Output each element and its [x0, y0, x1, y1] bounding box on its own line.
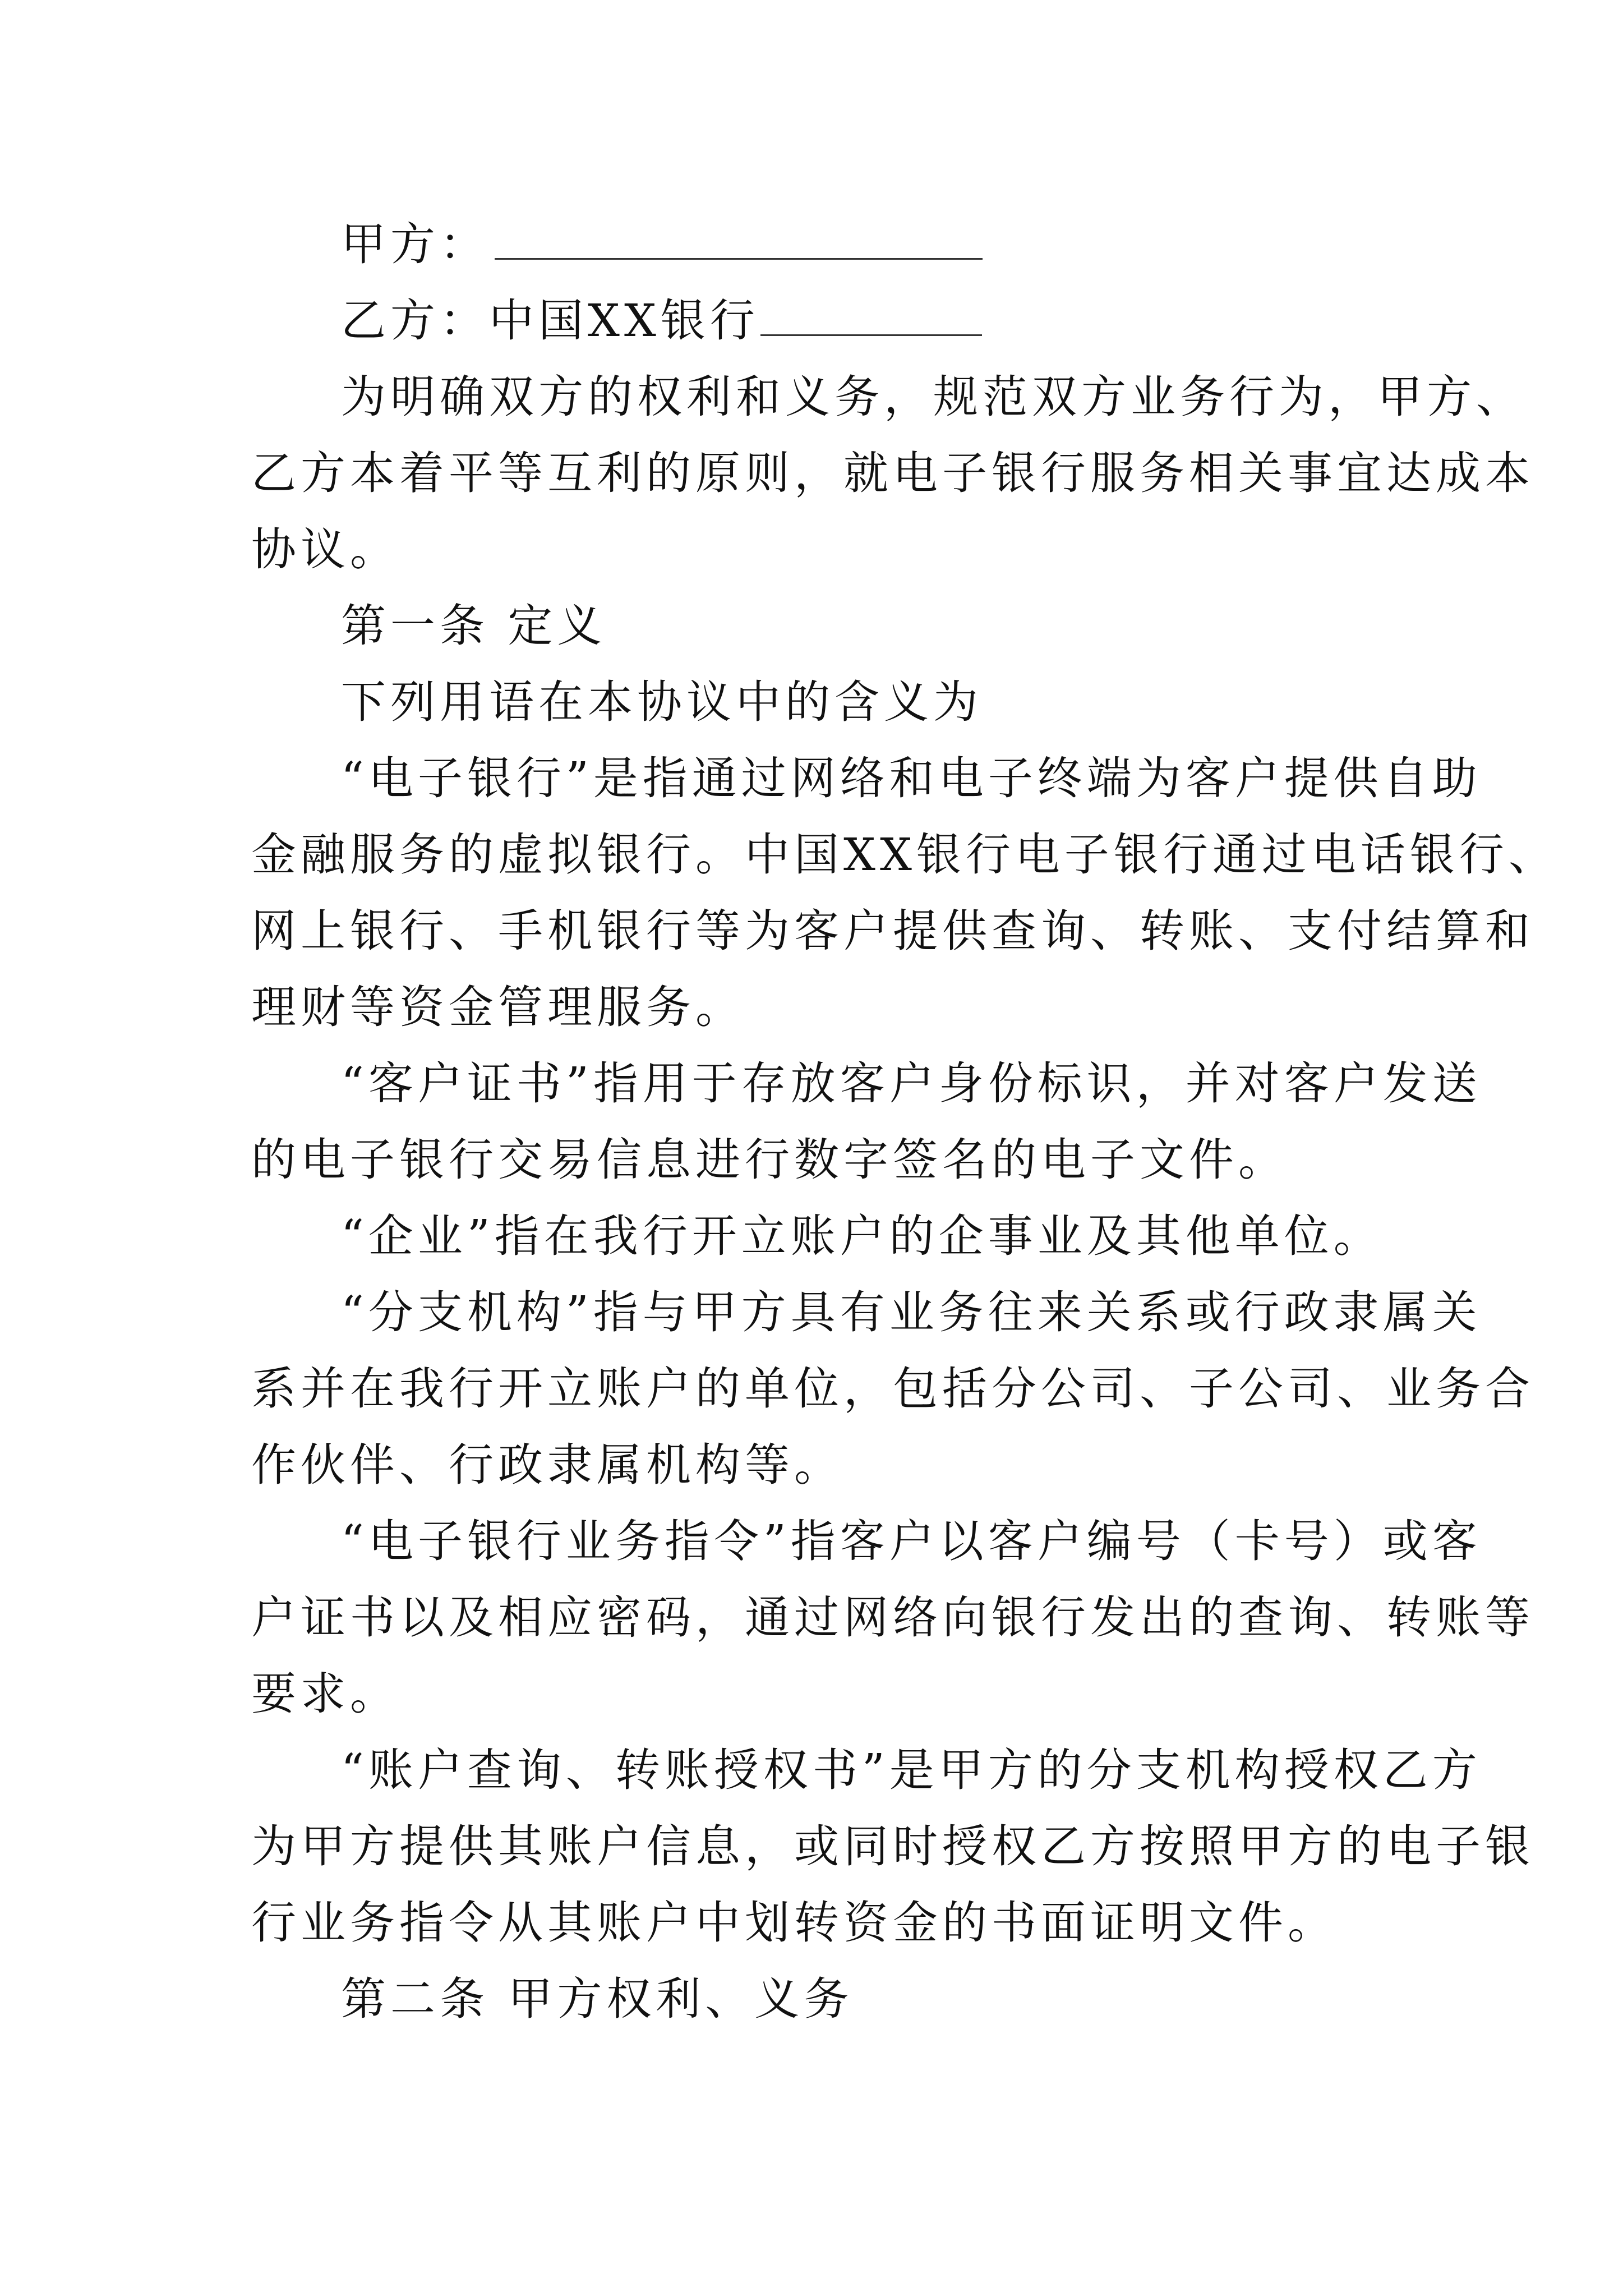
document-page — [251, 206, 1558, 2037]
text-line: “电子银行业务指令”指客户以客户编号（卡号）或客 — [341, 1515, 1482, 1567]
party-b-blank — [760, 295, 982, 336]
text-line: 金融服务的虚拟银行。中国XX银行电子银行通过电话银行、 — [251, 829, 1558, 881]
text-line: 网上银行、手机银行等为客户提供查询、转账、支付结算和 — [251, 905, 1534, 957]
definition-authorization — [251, 1732, 1534, 1961]
party-a-label: 甲方： — [341, 218, 489, 270]
text-line: 行业务指令从其账户中划转资金的书面证明文件。 — [251, 1897, 1337, 1949]
text-line: 乙方本着平等互利的原则，就电子银行服务相关事宜达成本 — [251, 447, 1534, 499]
party-b-label: 乙方：中国XX银行 — [341, 295, 759, 347]
text-line: 作伙伴、行政隶属机构等。 — [251, 1439, 843, 1491]
text-line: “电子银行”是指通过网络和电子终端为客户提供自助 — [341, 752, 1482, 804]
article-1-heading: 第一条 定义 — [341, 600, 607, 652]
definition-client-certificate — [251, 1046, 1482, 1198]
definition-instruction — [251, 1503, 1534, 1732]
definition-branch — [251, 1274, 1534, 1503]
definition-e-banking — [251, 740, 1558, 1046]
text-line: “分支机构”指与甲方具有业务往来关系或行政隶属关 — [341, 1286, 1482, 1338]
text-line: 为明确双方的权利和义务，规范双方业务行为，甲方、 — [341, 371, 1525, 423]
text-line: 户证书以及相应密码，通过网络向银行发出的查询、转账等 — [251, 1591, 1534, 1644]
text-line: “客户证书”指用于存放客户身份标识，并对客户发送 — [341, 1057, 1482, 1110]
text-line: “账户查询、转账授权书”是甲方的分支机构授权乙方 — [341, 1744, 1482, 1796]
text-line: 协议。 — [251, 523, 399, 576]
definitions-intro: 下列用语在本协议中的含义为 — [341, 676, 983, 728]
text-line: 为甲方提供其账户信息，或同时授权乙方按照甲方的电子银 — [251, 1820, 1534, 1872]
definition-enterprise: “企业”指在我行开立账户的企事业及其他单位。 — [341, 1210, 1383, 1262]
article-2-heading: 第二条 甲方权利、义务 — [341, 1973, 854, 2025]
party-b-line — [251, 283, 1401, 359]
paragraph-purpose — [251, 359, 1534, 588]
text-line: 系并在我行开立账户的单位，包括分公司、子公司、业务合 — [251, 1363, 1534, 1415]
party-a-blank — [495, 219, 983, 260]
text-line: 理财等资金管理服务。 — [251, 981, 745, 1033]
party-a-line — [251, 206, 1401, 283]
text-line: 要求。 — [251, 1668, 399, 1720]
text-line: 的电子银行交易信息进行数字签名的电子文件。 — [251, 1134, 1288, 1186]
